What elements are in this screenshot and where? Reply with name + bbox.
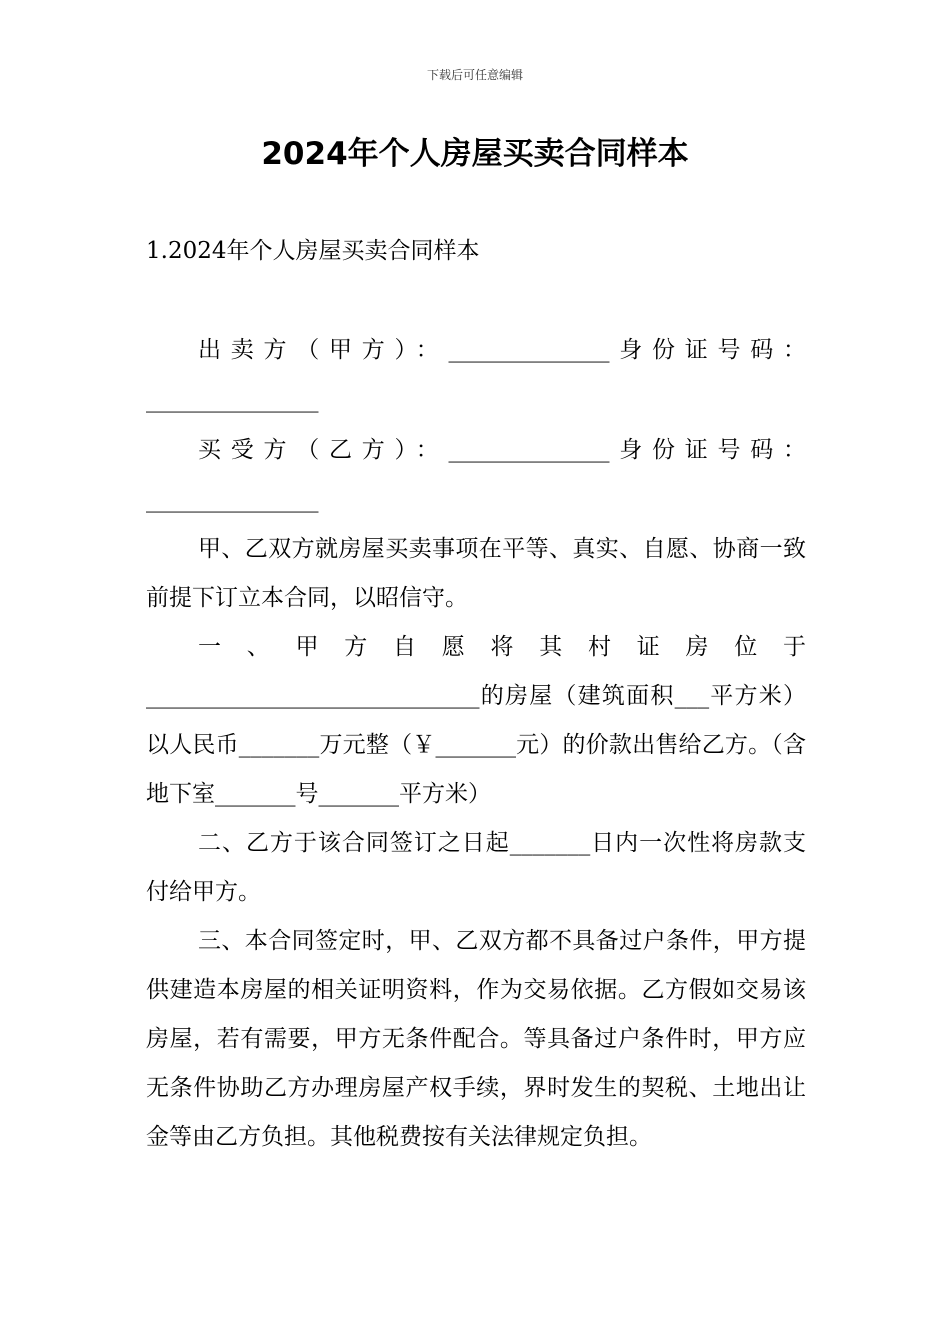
clause-1-paragraph: 一、甲方自愿将其村证房位于_____________________________的房屋（建筑面积___平方米）以人民币_______万元整（￥_______元）的价款出售给乙方。（含地下室_______号_______平方米） [146,634,806,807]
document-title: 2024年个人房屋买卖合同样本 [261,136,689,172]
clause-3-paragraph: 三、本合同签定时，甲、乙双方都不具备过户条件，甲方提供建造本房屋的相关证明资料，作为交易依据。乙方假如交易该房屋，若有需要，甲方无条件配合。等具备过户条件时，甲方应无条件协助乙方办理房屋产权手续，界时发生的契税、土地出让金等由乙方负担。其他税费按有关法律规定负担。 [146,928,806,1150]
buyer-line: 买受方（乙方）：______________身份证号码：_______________ [146,437,806,513]
intro-paragraph: 甲、乙双方就房屋买卖事项在平等、真实、自愿、协商一致前提下订立本合同，以昭信守。 [146,536,806,611]
section-heading: 1.2024年个人房屋买卖合同样本 [146,238,480,264]
header-note: 下载后可任意编辑 [426,68,523,82]
contract-body [146,325,806,1162]
clause-2-paragraph: 二、乙方于该合同签订之日起_______日内一次性将房款支付给甲方。 [146,830,806,905]
seller-line: 出卖方（甲方）：______________身份证号码：_______________ [146,337,806,413]
